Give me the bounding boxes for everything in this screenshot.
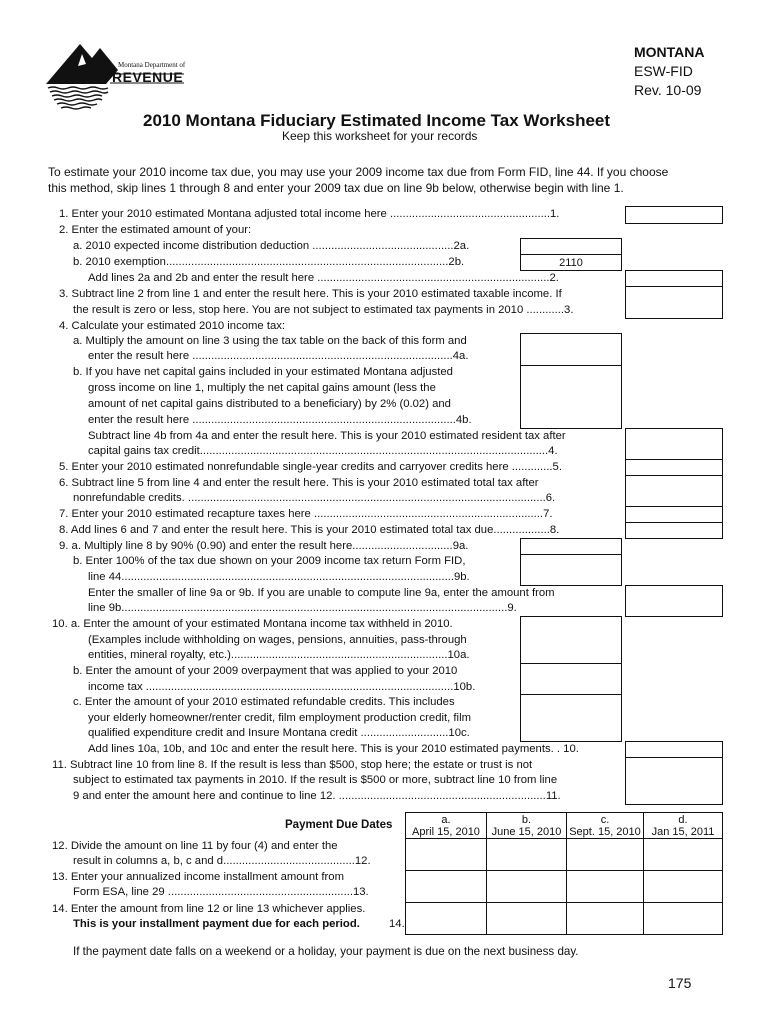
line-13: 13. Enter your annualized income installment amount from	[52, 871, 344, 883]
line-2b: b. 2010 exemption..........................................................................................2b.	[73, 256, 465, 268]
line-13-b[interactable]	[486, 870, 567, 903]
line-13: Form ESA, line 29 ...........................................................13.	[73, 886, 369, 898]
col-c-date: Sept. 15, 2010	[569, 826, 641, 838]
line-13-c[interactable]	[566, 870, 644, 903]
col-b-letter: b.	[521, 814, 532, 826]
line-11: 9 and enter the amount here and continue to line 12. ..................................................................11.	[73, 790, 561, 802]
line-10b-input[interactable]	[520, 663, 622, 695]
line-1: 1. Enter your 2010 estimated Montana adjusted total income here ...................................................1.	[59, 208, 560, 220]
line-9-input[interactable]	[625, 585, 723, 617]
line-13-d[interactable]	[643, 870, 723, 903]
logo-dept-text: Montana Department of	[118, 61, 186, 69]
page-subtitle: Keep this worksheet for your records	[282, 129, 478, 143]
page-title: 2010 Montana Fiduciary Estimated Income Tax Worksheet	[143, 111, 611, 130]
line-10a: (Examples include withholding on wages, pensions, annuities, pass-through	[88, 634, 467, 646]
line-1-input[interactable]	[625, 206, 723, 224]
line-6-input[interactable]	[625, 475, 723, 507]
line-8: 8. Add lines 6 and 7 and enter the result here. This is your 2010 estimated total tax due..................8.	[59, 524, 560, 536]
line-12: result in columns a, b, c and d..........................................12.	[73, 855, 371, 867]
state-label: MONTANA	[634, 44, 705, 60]
line-2a-input[interactable]	[520, 238, 622, 255]
line-4b: b. If you have net capital gains included in your estimated Montana adjusted	[73, 366, 453, 378]
line-4b: gross income on line 1, multiply the net capital gains amount (less the	[88, 382, 436, 394]
line-2: 2. Enter the estimated amount of your:	[59, 224, 252, 236]
line-9a-input[interactable]	[520, 538, 622, 555]
line-11: 11. Subtract line 10 from line 8. If the result is less than $500, stop here; the estate or trust is not	[52, 759, 533, 771]
line-9a: 9. a. Multiply line 8 by 90% (0.90) and enter the result here................................9a.	[59, 540, 469, 552]
page-number: 175	[668, 975, 692, 991]
line-12-b[interactable]	[486, 838, 567, 871]
line-10-input[interactable]	[625, 741, 723, 758]
line-2-total: Add lines 2a and 2b and enter the result here ..........................................................................2.	[88, 272, 559, 284]
line-6: 6. Subtract line 5 from line 4 and enter the result here. This is your 2010 estimated total tax after	[59, 477, 539, 489]
line-4b-input[interactable]	[520, 365, 622, 429]
line-4: Subtract line 4b from 4a and enter the result here. This is your 2010 estimated resident tax after	[88, 430, 566, 442]
line-10: Add lines 10a, 10b, and 10c and enter the result here. This is your 2010 estimated payments. . 10.	[88, 743, 579, 755]
col-b-date: June 15, 2010	[491, 826, 562, 838]
line-10c: c. Enter the amount of your 2010 estimated refundable credits. This includes	[73, 696, 455, 708]
col-a-header	[405, 812, 487, 839]
line-7: 7. Enter your 2010 estimated recapture taxes here .........................................................................7.	[59, 508, 553, 520]
line-2a: a. 2010 expected income distribution deduction .............................................2a.	[73, 240, 470, 252]
line-14-b[interactable]	[486, 902, 567, 935]
line-4b: enter the result here ....................................................................................4b.	[88, 414, 472, 426]
line-14: 14. Enter the amount from line 12 or line 13 whichever applies.	[52, 903, 366, 915]
line-9: Enter the smaller of line 9a or 9b. If you are unable to compute line 9a, enter the amount from	[88, 587, 555, 599]
col-b-header	[486, 812, 567, 839]
footer-note: If the payment date falls on a weekend or a holiday, your payment is due on the next business day.	[73, 945, 579, 958]
line-3: 3. Subtract line 2 from line 1 and enter the result here. This is your 2010 estimated taxable income. If	[59, 288, 562, 300]
line-10c-input[interactable]	[520, 694, 622, 742]
line-3-input[interactable]	[625, 286, 723, 319]
line-2-input[interactable]	[625, 270, 723, 287]
intro-text: To estimate your 2010 income tax due, you may use your 2009 income tax due from Form FID, line 44. If you choose	[48, 165, 669, 179]
line-14-note: This is your installment payment due for each period.	[73, 918, 360, 930]
line-10b: income tax ..................................................................................................10b.	[88, 681, 476, 693]
col-c-letter: c.	[600, 814, 610, 826]
line-9b: b. Enter 100% of the tax due shown on your 2009 income tax return Form FID,	[73, 555, 466, 567]
line-4a: a. Multiply the amount on line 3 using the tax table on the back of this form and	[73, 335, 467, 347]
line-5-input[interactable]	[625, 459, 723, 476]
col-c-header	[566, 812, 644, 839]
line-4a-input[interactable]	[520, 333, 622, 366]
line-14-number: 14.	[389, 918, 405, 930]
line-6: nonrefundable credits. ..................................................................................................................6.	[73, 492, 556, 504]
line-11: subject to estimated tax payments in 2010. If the result is $500 or more, subtract line 10 from line	[73, 774, 558, 786]
line-2b-input[interactable]	[520, 254, 622, 271]
line-11-input[interactable]	[625, 757, 723, 805]
col-d-header	[643, 812, 723, 839]
revision: Rev. 10-09	[634, 82, 702, 98]
line-12-d[interactable]	[643, 838, 723, 871]
col-d-letter: d.	[678, 814, 688, 826]
line-14-a[interactable]	[405, 902, 487, 935]
line-12: 12. Divide the amount on line 11 by four (4) and enter the	[52, 840, 338, 852]
col-d-date: Jan 15, 2011	[651, 826, 715, 838]
line-12-c[interactable]	[566, 838, 644, 871]
line-10a: 10. a. Enter the amount of your estimated Montana income tax withheld in 2010.	[52, 618, 453, 630]
line-10c: your elderly homeowner/renter credit, film employment production credit, film	[88, 712, 471, 724]
intro-text: this method, skip lines 1 through 8 and enter your 2009 tax due on line 9b below, otherwise begin with line 1.	[48, 181, 624, 195]
line-10c: qualified expenditure credit and Insure Montana credit ............................10c.	[88, 727, 470, 739]
line-10b: b. Enter the amount of your 2009 overpayment that was applied to your 2010	[73, 665, 458, 677]
line-13-a[interactable]	[405, 870, 487, 903]
form-id: ESW-FID	[634, 63, 693, 79]
line-10a: entities, mineral royalty, etc.).....................................................................10a.	[88, 649, 470, 661]
line-10a-input[interactable]	[520, 616, 622, 664]
col-a-letter: a.	[441, 814, 451, 826]
line-2b-value: 2110	[559, 256, 583, 269]
line-4a: enter the result here ...................................................................................4a.	[88, 350, 469, 362]
col-a-date: April 15, 2010	[412, 826, 480, 838]
line-4-input[interactable]	[625, 428, 723, 460]
line-4: capital gains tax credit...............................................................................................................4.	[88, 445, 558, 457]
line-8-input[interactable]	[625, 522, 723, 539]
line-4b: amount of net capital gains distributed to a beneficiary) by 2% (0.02) and	[88, 398, 451, 410]
line-14-d[interactable]	[643, 902, 723, 935]
line-3: the result is zero or less, stop here. You are not subject to estimated tax payments in 2010 ............3.	[73, 304, 574, 316]
line-5: 5. Enter your 2010 estimated nonrefundable single-year credits and carryover credits here .............5.	[59, 461, 562, 473]
line-7-input[interactable]	[625, 506, 723, 523]
line-14-c[interactable]	[566, 902, 644, 935]
line-9b-input[interactable]	[520, 554, 622, 586]
line-9b: line 44..........................................................................................................9b.	[88, 571, 470, 583]
line-4: 4. Calculate your estimated 2010 income tax:	[59, 320, 286, 332]
logo-revenue-text: REVENUE	[112, 69, 184, 85]
line-12-a[interactable]	[405, 838, 487, 871]
line-9: line 9b...........................................................................................................................9.	[88, 602, 517, 614]
payment-due-label: Payment Due Dates	[285, 819, 393, 831]
